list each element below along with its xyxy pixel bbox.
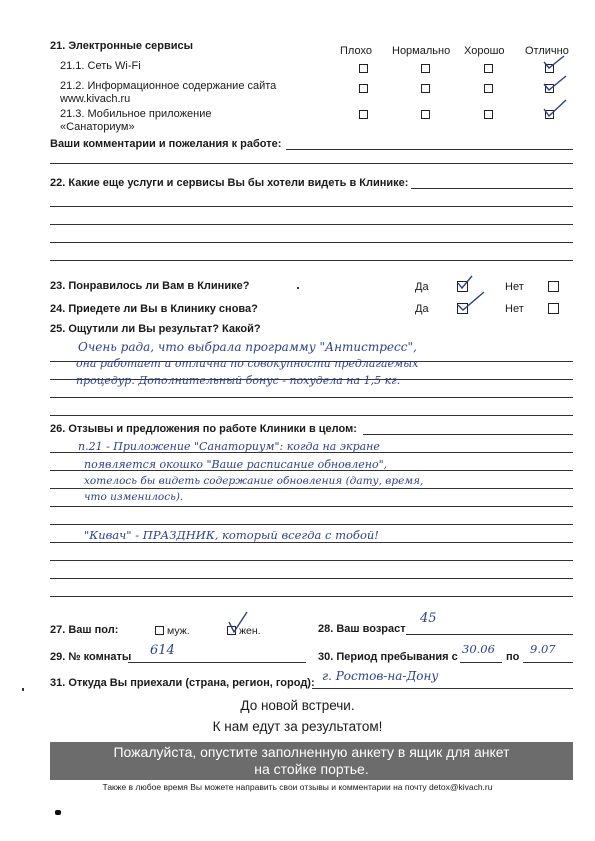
closing-line1: До новой встречи. [240, 698, 355, 713]
q21-1-bad-checkbox[interactable] [359, 64, 368, 73]
scale-bad: Плохо [340, 45, 372, 57]
q26-answer-line1: п.21 - Приложение "Санаториум": когда на экране [78, 440, 380, 453]
q29-value: 614 [150, 643, 175, 658]
q23-yes-label: Да [415, 281, 429, 293]
q26-answer-line5: "Кивач" - ПРАЗДНИК, который всегда с тобой! [84, 528, 379, 542]
q24-yes-label: Да [415, 303, 429, 315]
q21-3-bad-checkbox[interactable] [359, 110, 368, 119]
q24-title: 24. Приедете ли Вы в Клинику снова? [50, 303, 258, 315]
q30-to-label: по [506, 651, 520, 663]
banner-line1: Пожалуйста, опустите заполненную анкету в ящик для анкет [113, 744, 510, 760]
q31-label: 31. Откуда Вы приехали (страна, регион, город): [50, 677, 315, 689]
scan-mark-bottom [55, 810, 61, 815]
q21-comments-label: Ваши комментарии и пожелания к работе: [50, 138, 282, 150]
q30-from: 30.06 [462, 642, 495, 656]
q29-label: 29. № комнаты [50, 651, 132, 663]
q21-2-bad-checkbox[interactable] [359, 84, 368, 93]
q21-3-normal-checkbox[interactable] [421, 110, 430, 119]
q21-2-label1: 21.2. Информационное содержание сайта [60, 80, 277, 92]
q21-2-label2: www.kivach.ru [60, 93, 131, 105]
scan-dot [297, 287, 299, 289]
scale-excellent: Отлично [525, 45, 569, 57]
closing-line2: К нам едут за результатом! [212, 719, 383, 734]
q26-answer-line2: появляется окошко "Ваше расписание обновлено", [84, 458, 388, 471]
q27-male-label: муж. [167, 625, 190, 637]
q23-no-label: Нет [505, 281, 524, 293]
q30-label: 30. Период пребывания с [318, 651, 458, 663]
q21-3-label1: 21.3. Мобильное приложение [60, 108, 212, 120]
scan-mark [22, 688, 24, 691]
q22-title: 22. Какие еще услуги и сервисы Вы бы хотели видеть в Клинике: [50, 177, 409, 189]
q21-3-good-checkbox[interactable] [484, 110, 493, 119]
q28-value: 45 [420, 611, 437, 626]
q21-2-normal-checkbox[interactable] [421, 84, 430, 93]
q26-answer-line3: хотелось бы видеть содержание обновления (дату, время, [84, 475, 424, 487]
q27-check-icon [225, 608, 251, 636]
q24-no-checkbox[interactable] [548, 303, 559, 314]
q27-female-label: жен. [239, 625, 261, 637]
q25-title: 25. Ощутили ли Вы результат? Какой? [50, 323, 261, 335]
q21-3-label2: «Санаториум» [60, 121, 135, 133]
email-note: Также в любое время Вы можете направить свои отзывы и комментарии на почту detox@kivach.ru [102, 782, 493, 792]
q25-answer-line3: процедур. Дополнительный бонус - похудела на 1,5 кг. [76, 374, 401, 387]
q21-check-marks-icon [540, 52, 580, 132]
q28-label: 28. Ваш возраст [318, 623, 406, 635]
q25-answer-line2: она работает и отлична по совокупности предлагаемых [76, 357, 419, 370]
q21-1-label: 21.1. Сеть Wi-Fi [60, 60, 141, 72]
drop-off-banner [50, 742, 573, 780]
q21-2-good-checkbox[interactable] [484, 84, 493, 93]
q30-to: 9.07 [530, 642, 556, 656]
scale-normal: Нормально [392, 45, 451, 57]
q26-answer-line4: что изменилось). [84, 491, 184, 503]
q21-title: 21. Электронные сервисы [50, 40, 194, 52]
q21-1-good-checkbox[interactable] [484, 64, 493, 73]
q27-male-checkbox[interactable] [155, 626, 164, 635]
q27-label: 27. Ваш пол: [50, 624, 119, 636]
q23-title: 23. Понравилось ли Вам в Клинике? [50, 280, 250, 292]
q26-title: 26. Отзывы и предложения по работе Клиники в целом: [50, 423, 357, 435]
scale-good: Хорошо [464, 45, 505, 57]
banner-line2: на стойке портье. [254, 761, 369, 777]
q24-check-icon [454, 288, 488, 314]
q24-no-label: Нет [505, 303, 524, 315]
q21-1-normal-checkbox[interactable] [421, 64, 430, 73]
q31-value: г. Ростов-на-Дону [322, 669, 439, 683]
q25-answer-line1: Очень рада, что выбрала программу "Антистресс", [78, 340, 417, 354]
q23-no-checkbox[interactable] [548, 281, 559, 292]
